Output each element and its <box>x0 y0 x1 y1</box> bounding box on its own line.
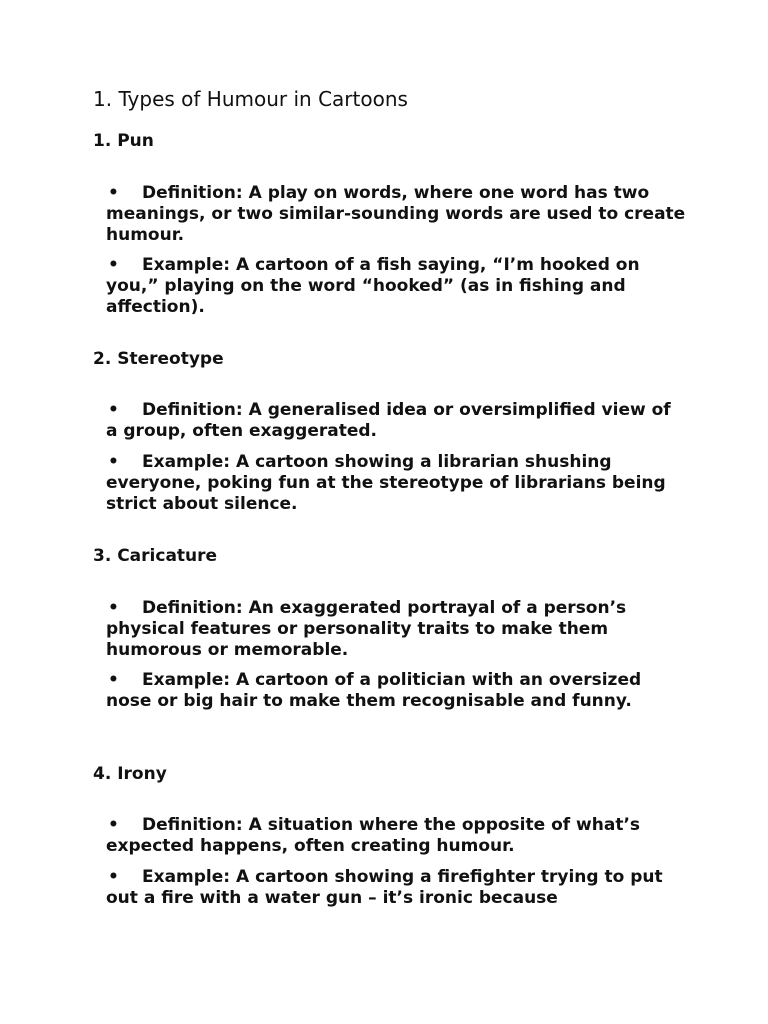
pun-example-text: Example: A cartoon of a fish saying, “I’m hooked on you,” playing on the word “hooked” (as in fishing and affection). <box>106 255 640 317</box>
bullet-stereotype-definition <box>106 400 686 442</box>
irony-definition-text: Definition: A situation where the opposite of what’s expected happens, often creating humour. <box>106 815 641 856</box>
irony-example-text: Example: A cartoon showing a firefighter trying to put out a fire with a water gun – it’s ironic because <box>106 867 663 908</box>
pun-definition-text: Definition: A play on words, where one word has two meanings, or two similar-sounding words are used to create humour. <box>106 183 686 245</box>
bullet-mark: • <box>108 670 119 690</box>
section-heading-caricature: 3. Caricature <box>93 546 218 566</box>
bullet-caricature-definition <box>106 598 686 661</box>
section-heading-pun: 1. Pun <box>93 131 154 151</box>
bullet-mark: • <box>108 867 119 887</box>
caricature-example-text: Example: A cartoon of a politician with an oversized nose or big hair to make them recognisable and funny. <box>106 670 642 711</box>
bullet-stereotype-example <box>106 452 686 515</box>
stereotype-definition-text: Definition: A generalised idea or oversimplified view of a group, often exaggerated. <box>106 400 671 441</box>
bullet-mark: • <box>108 815 119 835</box>
bullet-mark: • <box>108 452 119 472</box>
bullet-pun-example <box>106 255 686 318</box>
stereotype-example-text: Example: A cartoon showing a librarian shushing everyone, poking fun at the stereotype of librarians being strict about silence. <box>106 452 666 514</box>
section-heading-irony: 4. Irony <box>93 764 167 784</box>
section-heading-stereotype: 2. Stereotype <box>93 349 224 369</box>
bullet-mark: • <box>108 183 119 203</box>
document-title: 1. Types of Humour in Cartoons <box>93 87 408 111</box>
bullet-mark: • <box>108 255 119 275</box>
bullet-caricature-example <box>106 670 686 712</box>
bullet-mark: • <box>108 598 119 618</box>
bullet-mark: • <box>108 400 119 420</box>
caricature-definition-text: Definition: An exaggerated portrayal of a person’s physical features or personality traits to make them humorous or memorable. <box>106 598 627 660</box>
bullet-irony-definition <box>106 815 686 857</box>
bullet-irony-example <box>106 867 686 909</box>
bullet-pun-definition <box>106 183 686 246</box>
